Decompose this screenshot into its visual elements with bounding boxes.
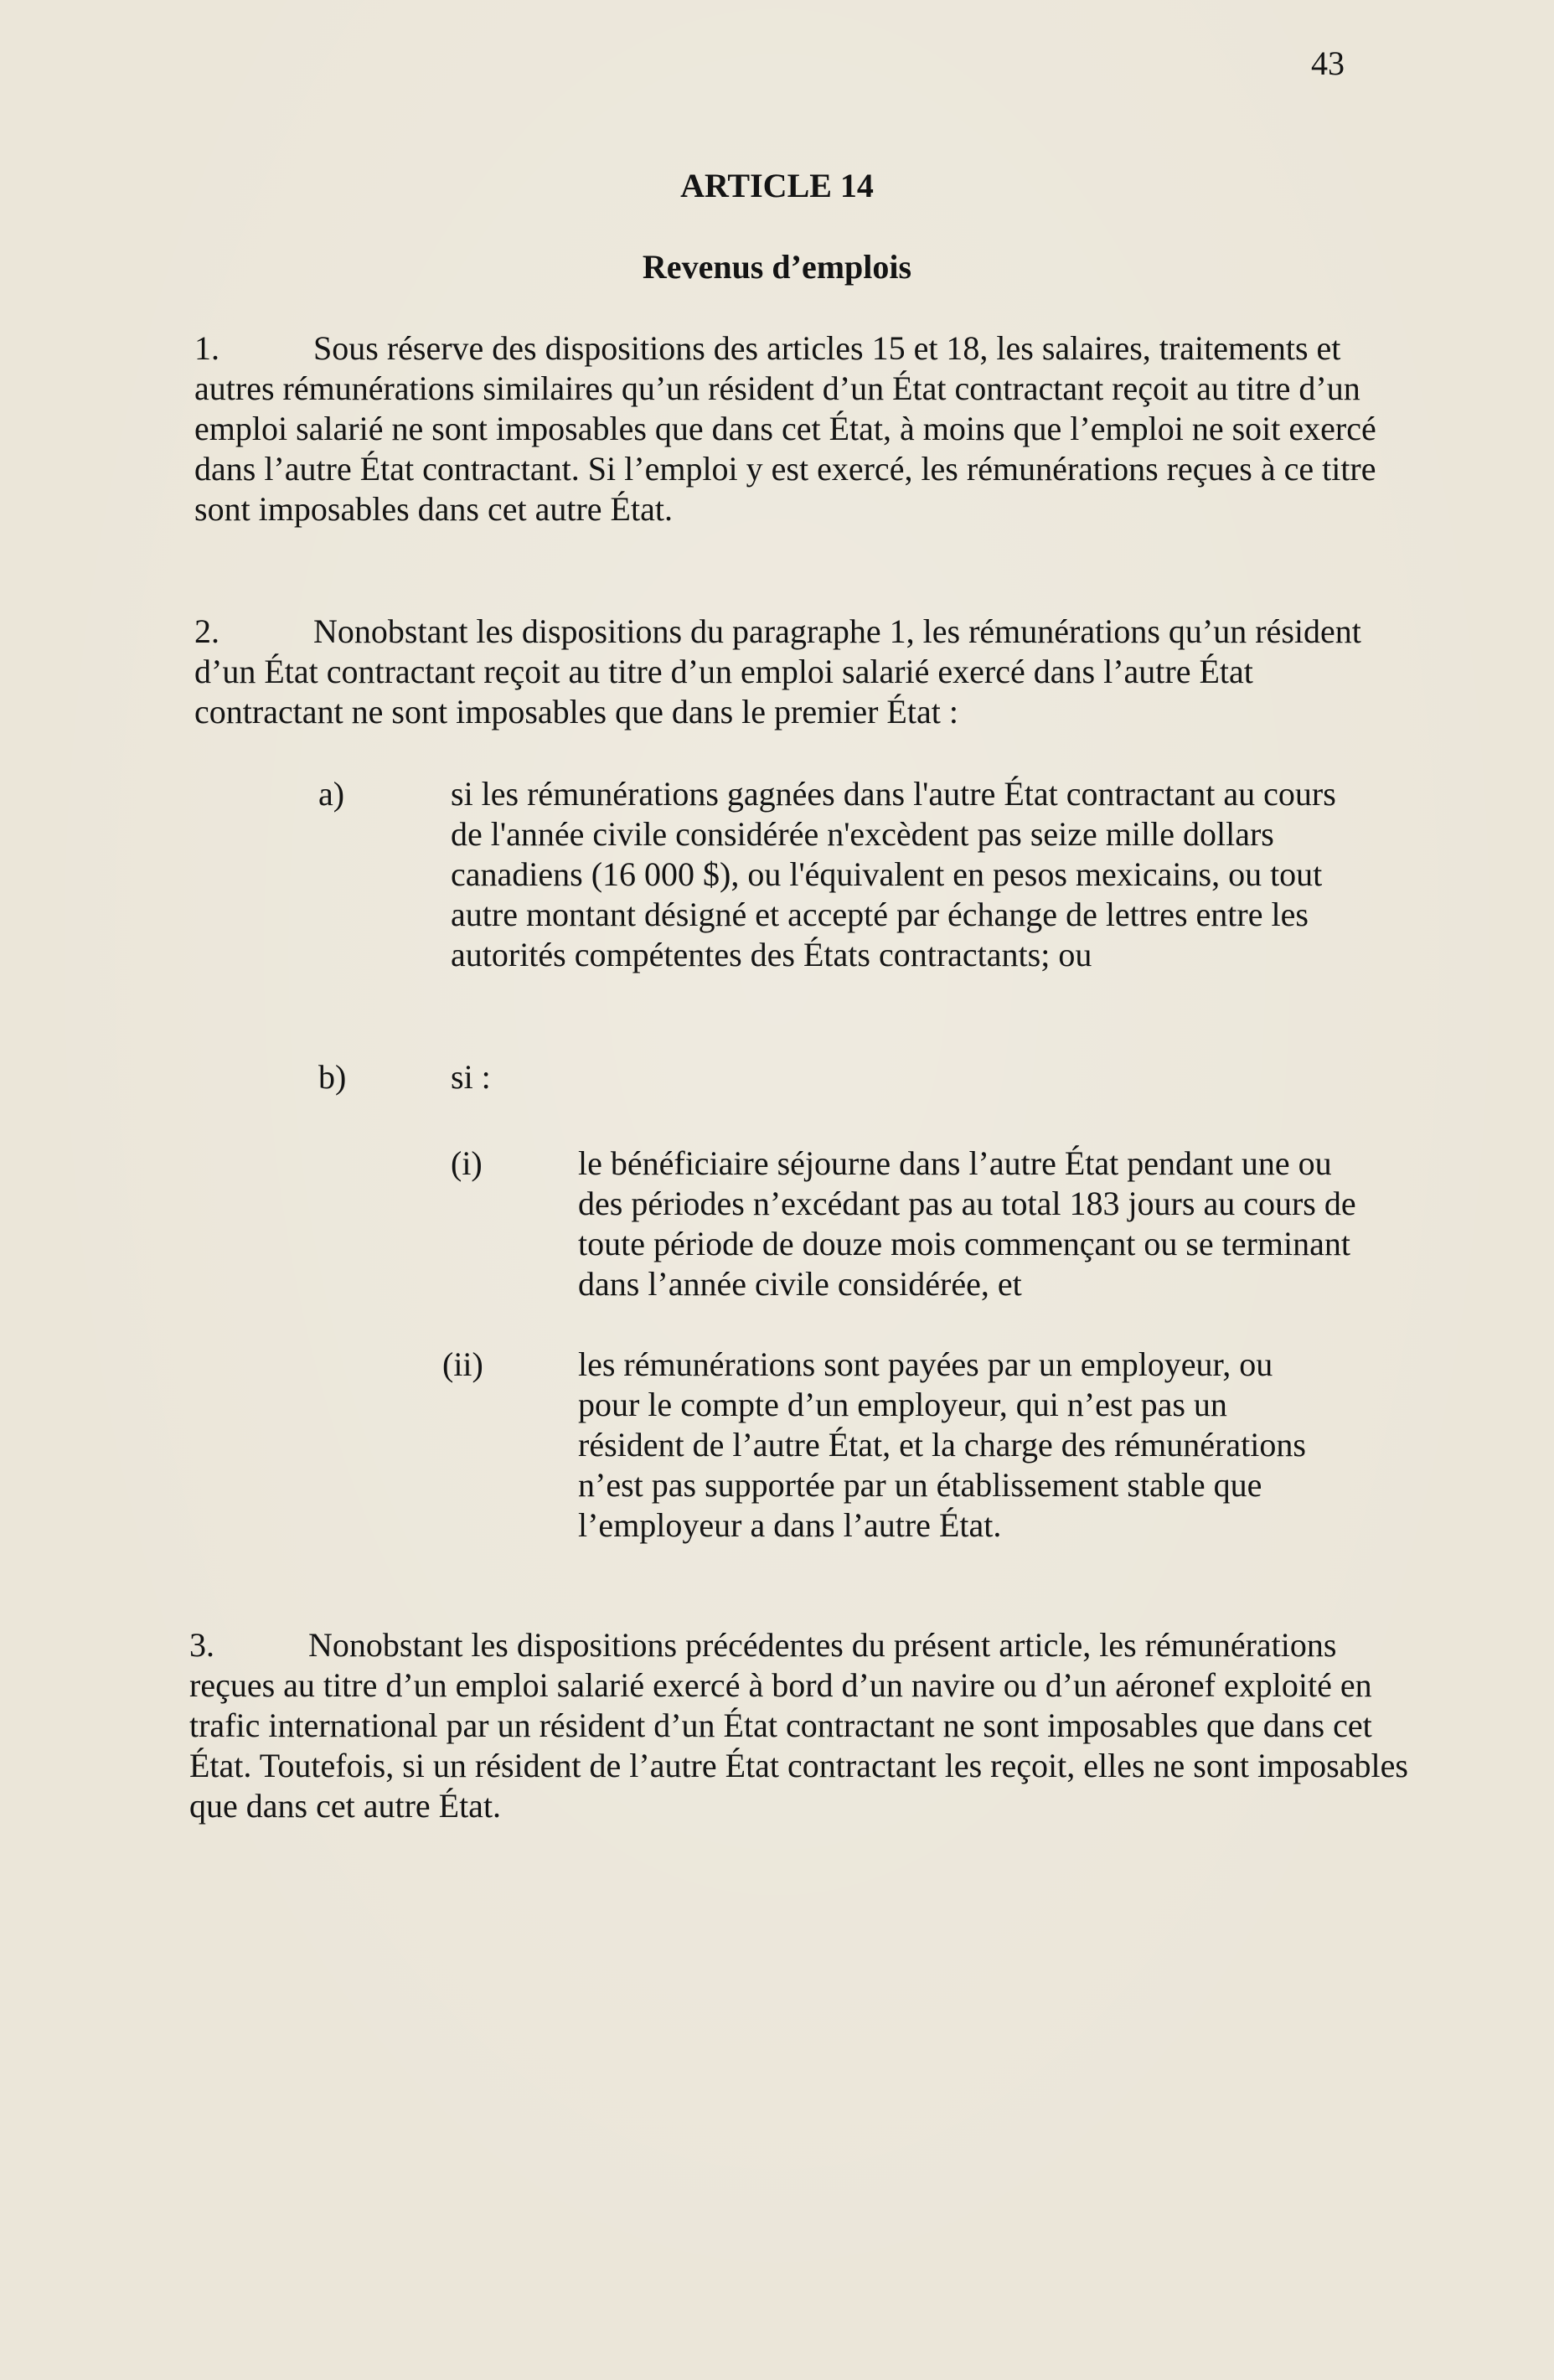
article-subtitle: Revenus d’emplois	[642, 248, 912, 286]
subitem-i-text: le bénéficiaire séjourne dans l’autre État pendant une ou des périodes n’excédant pas au total 183 jours au cours de toute période de douze mois commençant ou se terminant dans l’année civile considérée, et	[578, 1144, 1356, 1303]
paragraph-2-number: 2.	[194, 612, 219, 650]
paragraph-1-number: 1.	[194, 329, 219, 367]
paragraph-3-text: Nonobstant les dispositions précédentes du présent article, les rémunérations reçues au titre d’un emploi salarié exercé à bord d’un navire ou d’un aéronef exploité en trafic international par un résident d’un État contractant ne sont imposables que dans cet État. Toutefois, si un résident de l’autre État contractant les reçoit, elles ne sont imposables que dans cet autre État.	[189, 1626, 1408, 1825]
item-a-text: si les rémunérations gagnées dans l'autre État contractant au cours de l'année civile considérée n'excèdent pas seize mille dollars canadiens (16 000 $), ou l'équivalent en pesos mexicains, ou tout autre montant désigné et accepté par échange de lettres entre les autorités compétentes des États contractants; ou	[451, 775, 1336, 973]
paragraph-2	[194, 612, 1401, 732]
item-a-marker: a)	[318, 775, 345, 813]
subitem-i-marker: (i)	[451, 1144, 483, 1182]
subitem-ii-text: les rémunérations sont payées par un employeur, ou pour le compte d’un employeur, qui n’est pas un résident de l’autre État, et la charge des rémunérations n’est pas supportée par un établissement stable que l’employeur a dans l’autre État.	[578, 1345, 1306, 1544]
paragraph-3	[189, 1625, 1421, 1826]
subitem-ii-marker: (ii)	[442, 1345, 483, 1383]
paragraph-3-number: 3.	[189, 1626, 214, 1664]
paragraph-1	[194, 328, 1401, 529]
item-b-text: si :	[451, 1058, 491, 1096]
article-title: ARTICLE 14	[680, 167, 874, 204]
paragraph-2-text: Nonobstant les dispositions du paragraphe 1, les rémunérations qu’un résident d’un État contractant reçoit au titre d’un emploi salarié exercé dans l’autre État contractant ne sont imposables que dans le premier État :	[194, 612, 1361, 731]
page-number: 43	[1311, 44, 1345, 82]
paragraph-1-text: Sous réserve des dispositions des articles 15 et 18, les salaires, traitements et autres rémunérations similaires qu’un résident d’un État contractant reçoit au titre d’un emploi salarié ne sont imposables que dans cet État, à moins que l’emploi ne soit exercé dans l’autre État contractant. Si l’emploi y est exercé, les rémunérations reçues à ce titre sont imposables dans cet autre État.	[194, 329, 1376, 528]
item-b-marker: b)	[318, 1058, 347, 1096]
